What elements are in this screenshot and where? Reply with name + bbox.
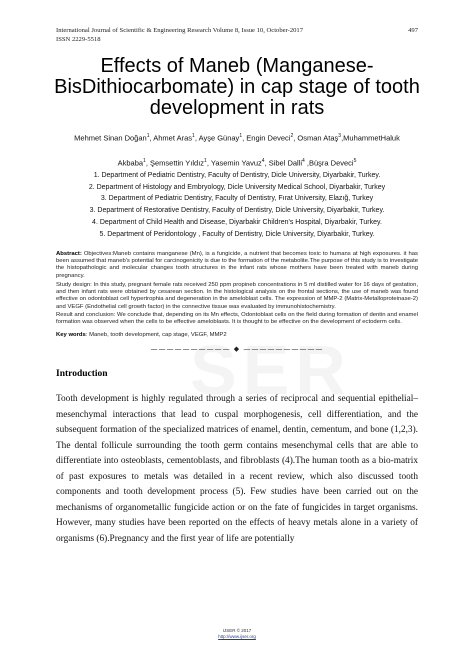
journal-line: International Journal of Scientific & Engineering Research Volume 8, Issue 10, October-2017 [56, 27, 304, 34]
affiliations [48, 170, 426, 240]
author-affiliation-number: 1 [192, 133, 195, 139]
introduction-heading: Introduction [56, 369, 108, 379]
author-name: Yasemin Yavuz [210, 158, 262, 167]
author-affiliation-number: 1 [146, 133, 150, 139]
affiliation-item: 4. Department of Child Health and Disease, Diyarbakir Children's Hospital, Diyarbakir, Turkey. [92, 218, 382, 226]
footer-url-link[interactable]: http://www.ijser.org [218, 634, 256, 639]
author-name: Akbaba [117, 158, 144, 167]
author-affiliation-number: 4 [302, 157, 305, 164]
abstract-results: Result and conclusion: We conclude that, depending on its Mn effects, Odontoblast cells on the field during formation of dentin and enamel formation was observed when the cells to be effective ameloblasts. It is thought to be effective on the development of ectoderm cells. [56, 312, 418, 326]
introduction-body: Tooth development is highly regulated through a series of reciprocal and sequential epithelial–mesenchymal interactions that lead to cuspal morphogenesis, cell differentiation, and the subsequent formation of the specialized matrices of enamel, dentin, cementum, and bone (1,2,3). The dental follicule surrounding the tooth germ contains mesenchymal cells that are able to differentiate into osteoblasts, cementoblasts, and fibroblasts (4).The human tooth as a bio-matrix of past exposures to metals was detailed in a recent review, which also discussed tooth components and tooth development process (5). Few studies have been carried out on the mechanisms of organometallic fungicide action or on the fate of fungicides in target organisms. However, many studies have been reported on the effects of heavy metals alone in a variety of organisms (6).Pregnancy and the first year of life are potentially [56, 394, 418, 544]
author-line-1: Mehmet Sinan Doğan$^1$, Ahmet Aras$^1$, Ayşe Günay$^1$, Engin Deveci$^2$, Osman Ataş$^3$,MuhammetHaluk [74, 133, 400, 143]
author-affiliation-number: 3 [338, 133, 342, 139]
affiliation-item: 1. Department of Pediatric Dentistry, Faculty of Dentistry, Dicle University, Diyarbakir, Turkey. [93, 172, 381, 179]
abstract-text: Objectives:Maneb contains manganese (Mn), is a fungicide, a nutrient that becomes toxic to humans at high exposures. it has been assumed that maneb's potential for carcinogenicity is due to the formation of the metabolite.The purpose of this study is to investigate the histopathologic and molecular changes tooth structures in the infant rats whose mothers have been treated with maneb during pregnancy. [56, 251, 418, 279]
author-name: Şemsettin Yıldız [149, 158, 205, 167]
author-name: Sibel Dalli [268, 158, 303, 167]
author-line-2: Akbaba$^1$, Şemsettin Yıldız$^1$, Yasemin Yavuz$^4$, Sibel Dalli$^4$ ,Büşra Deveci$^5$ [117, 157, 357, 167]
affiliation-item: 2. Department of Histology and Embryology, Dicle University Medical School, Diyarbakir, Turkey [88, 183, 386, 191]
author-affiliation-number: 5 [353, 157, 357, 164]
section-separator: —————————— ◆ —————————— [150, 345, 324, 353]
author-affiliation-number: 1 [143, 157, 146, 164]
author-affiliation-number: 1 [239, 133, 243, 139]
page-footer [0, 628, 474, 640]
affiliation-item: 3. Department of Restorative Dentistry, Faculty of Dentistry, Dicle University, Diyarbakir, Turkey. [89, 207, 385, 215]
abstract-label: Abstract: [56, 251, 82, 257]
paper-title: Effects of Maneb (Manganese-BisDithiocarbomate) in cap stage of tooth development in rats [54, 55, 420, 119]
running-header [56, 27, 418, 44]
abstract-objectives [56, 251, 418, 280]
author-name: MuhammetHaluk [343, 133, 400, 143]
author-name: Osman Ataş [297, 133, 339, 143]
author-name: Büşra Deveci [309, 158, 354, 167]
author-affiliation-number: 1 [204, 157, 207, 164]
keywords-label: Key words [56, 332, 86, 338]
author-name: Mehmet Sinan Doğan [74, 133, 147, 143]
author-name: Engin Deveci [246, 133, 291, 143]
keywords [56, 332, 418, 339]
keywords-text: : Maneb, tooth development, cap stage, VEGF, MMP2 [85, 332, 227, 338]
footer-copyright: IJSER © 2017 [222, 628, 252, 633]
affiliation-item: 5. Department of Peridontology , Faculty of Dentistry, Dicle University, Diyarbakir, Turkey. [99, 230, 375, 238]
author-affiliation-number: 2 [290, 133, 294, 139]
issn-line: ISSN 2229-5518 [56, 35, 101, 43]
page-number: 497 [408, 27, 418, 34]
affiliation-item: 3. Department of Pediatric Dentistry, Faculty of Dentistry, Fırat University, Elazığ, Turkey [100, 195, 374, 203]
author-name: Ayşe Günay [198, 133, 240, 143]
author-name: Ahmet Aras [153, 133, 193, 143]
abstract-study-design: Study design: In this study, pregnant female rats received 250 ppm propineb concentrations in 5 ml distilled water for 16 days of gestation, and then infant rats were obtained by cesarean section. In the histological analysis on the frontal sections, the use of maneb was found effective on odontoblast cell hypertrophia and degeneration in the ameloblast cells. The expression of MMP-2 (Matrix-Metalloproteinase-2) and VEGF (Endothelial cell growth factor) in the connective tissue was evaluated by immunohistochemistry. [56, 282, 418, 310]
author-list [44, 125, 430, 174]
author-affiliation-number: 4 [261, 157, 265, 164]
